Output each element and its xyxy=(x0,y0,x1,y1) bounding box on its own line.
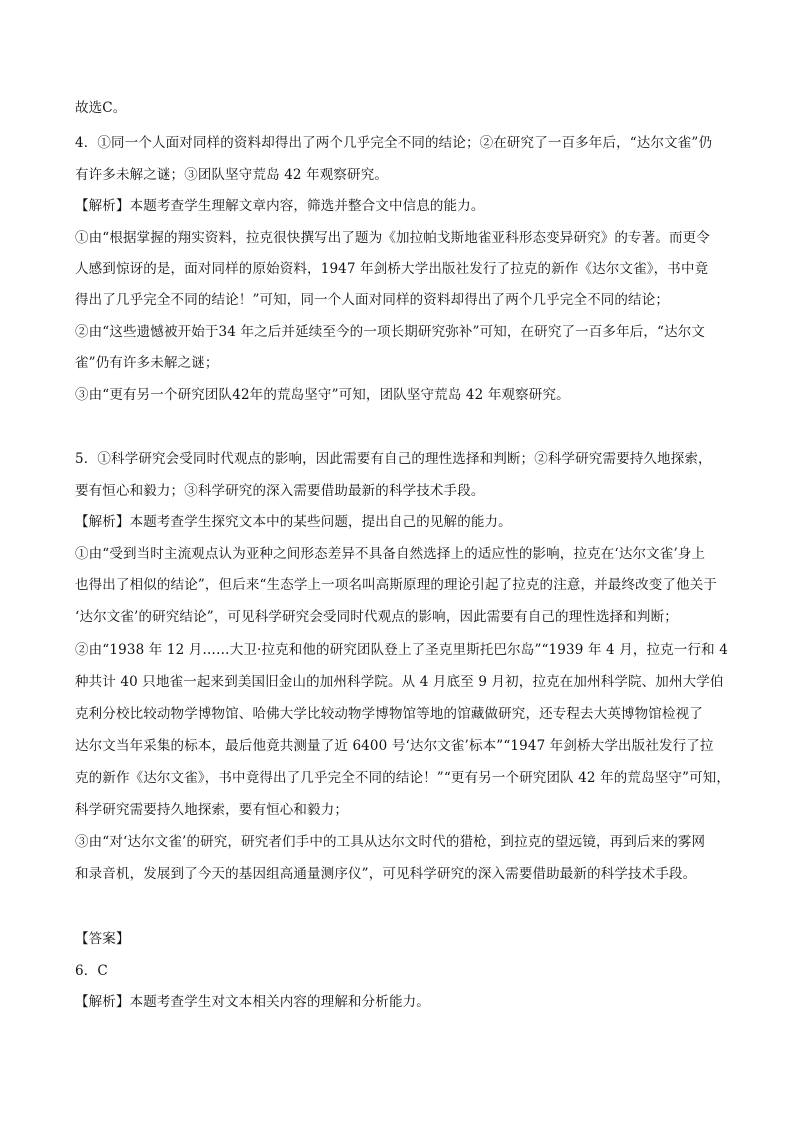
text-line: 科学研究需要持久地探索，要有恒心和毅力； xyxy=(75,802,348,818)
text-line: 5．①科学研究会受同时代观点的影响，因此需要有自己的理性选择和判断；②科学研究需要持久地探索， xyxy=(75,451,712,467)
text-line: 故选C。 xyxy=(75,100,127,116)
text-line: 【解析】本题考查学生对文本相关内容的理解和分析能力。 xyxy=(75,994,430,1010)
text-line: 达尔文当年采集的标本，最后他竟共测量了近 6400 号‘达尔文雀’标本”“1947 年剑桥大学出版社发行了拉 xyxy=(75,738,714,754)
text-line: ②由“这些遗憾被开始于34 年之后并延续至今的一项长期研究弥补”可知，在研究了一百多年后，“达尔文 xyxy=(75,324,706,340)
text-line: 种共计 40 只地雀一起来到美国旧金山的加州科学院。从 4 月底至 9 月初，拉克在加州科学院、加州大学伯 xyxy=(75,674,724,690)
text-line: 有许多未解之谜；③团队坚守荒岛 42 年观察研究。 xyxy=(75,167,389,183)
text-line: 6．C xyxy=(75,963,108,979)
text-line: 和录音机，发展到了今天的基因组高通量测序仪”，可见科学研究的深入需要借助最新的科学技术手段。 xyxy=(75,866,697,882)
text-line: 克利分校比较动物学博物馆、哈佛大学比较动物学博物馆等地的馆藏做研究，还专程去大英博物馆检视了 xyxy=(75,706,703,722)
text-line: 要有恒心和毅力；③科学研究的深入需要借助最新的科学技术手段。 xyxy=(75,483,485,499)
text-line: 【解析】本题考查学生理解文章内容，筛选并整合文中信息的能力。 xyxy=(75,198,485,214)
text-line: ①由“受到当时主流观点认为亚种之间形态差异不具备自然选择上的适应性的影响，拉克在‘达尔文雀’身上 xyxy=(75,546,706,562)
text-line: 4．①同一个人面对同样的资料却得出了两个几乎完全不同的结论；②在研究了一百多年后，“达尔文雀”仍 xyxy=(75,135,713,151)
text-line: ①由“根据掌握的翔实资料，拉克很快撰写出了题为《加拉帕戈斯地雀亚科形态变异研究》的专著。而更令 xyxy=(75,230,710,246)
text-line: 【答案】 xyxy=(75,931,130,947)
text-line: ③由“对‘达尔文雀’的研究，研究者们手中的工具从达尔文时代的猎枪，到拉克的望远镜，再到后来的雾网 xyxy=(75,834,706,850)
text-line: 也得出了相似的结论”，但后来“生态学上一项名叫高斯原理的理论引起了拉克的注意，并最终改变了他关于 xyxy=(75,577,718,593)
text-line: ③由“更有另一个研究团队42年的荒岛坚守”可知，团队坚守荒岛 42 年观察研究。 xyxy=(75,387,570,403)
text-line: 人感到惊讶的是，面对同样的原始资料，1947 年剑桥大学出版社发行了拉克的新作《达尔文雀》，书中竟 xyxy=(75,261,709,277)
text-line: 克的新作《达尔文雀》，书中竟得出了几乎完全不同的结论！”“更有另一个研究团队 42 年的荒岛坚守”可知， xyxy=(75,770,731,786)
text-line: ②由“1938 年 12 月……大卫·拉克和他的研究团队登上了圣克里斯托巴尔岛”“1939 年 4 月，拉克一行和 4 xyxy=(75,642,728,658)
text-line: 雀”仍有许多未解之谜； xyxy=(75,355,219,371)
text-line: ‘达尔文雀’的研究结论”，可见科学研究会受同时代观点的影响，因此需要有自己的理性选择和判断； xyxy=(75,609,678,625)
text-line: 得出了几乎完全不同的结论！”可知，同一个人面对同样的资料却得出了两个几乎完全不同的结论； xyxy=(75,292,669,308)
text-line: 【解析】本题考查学生探究文本中的某些问题，提出自己的见解的能力。 xyxy=(75,514,512,530)
